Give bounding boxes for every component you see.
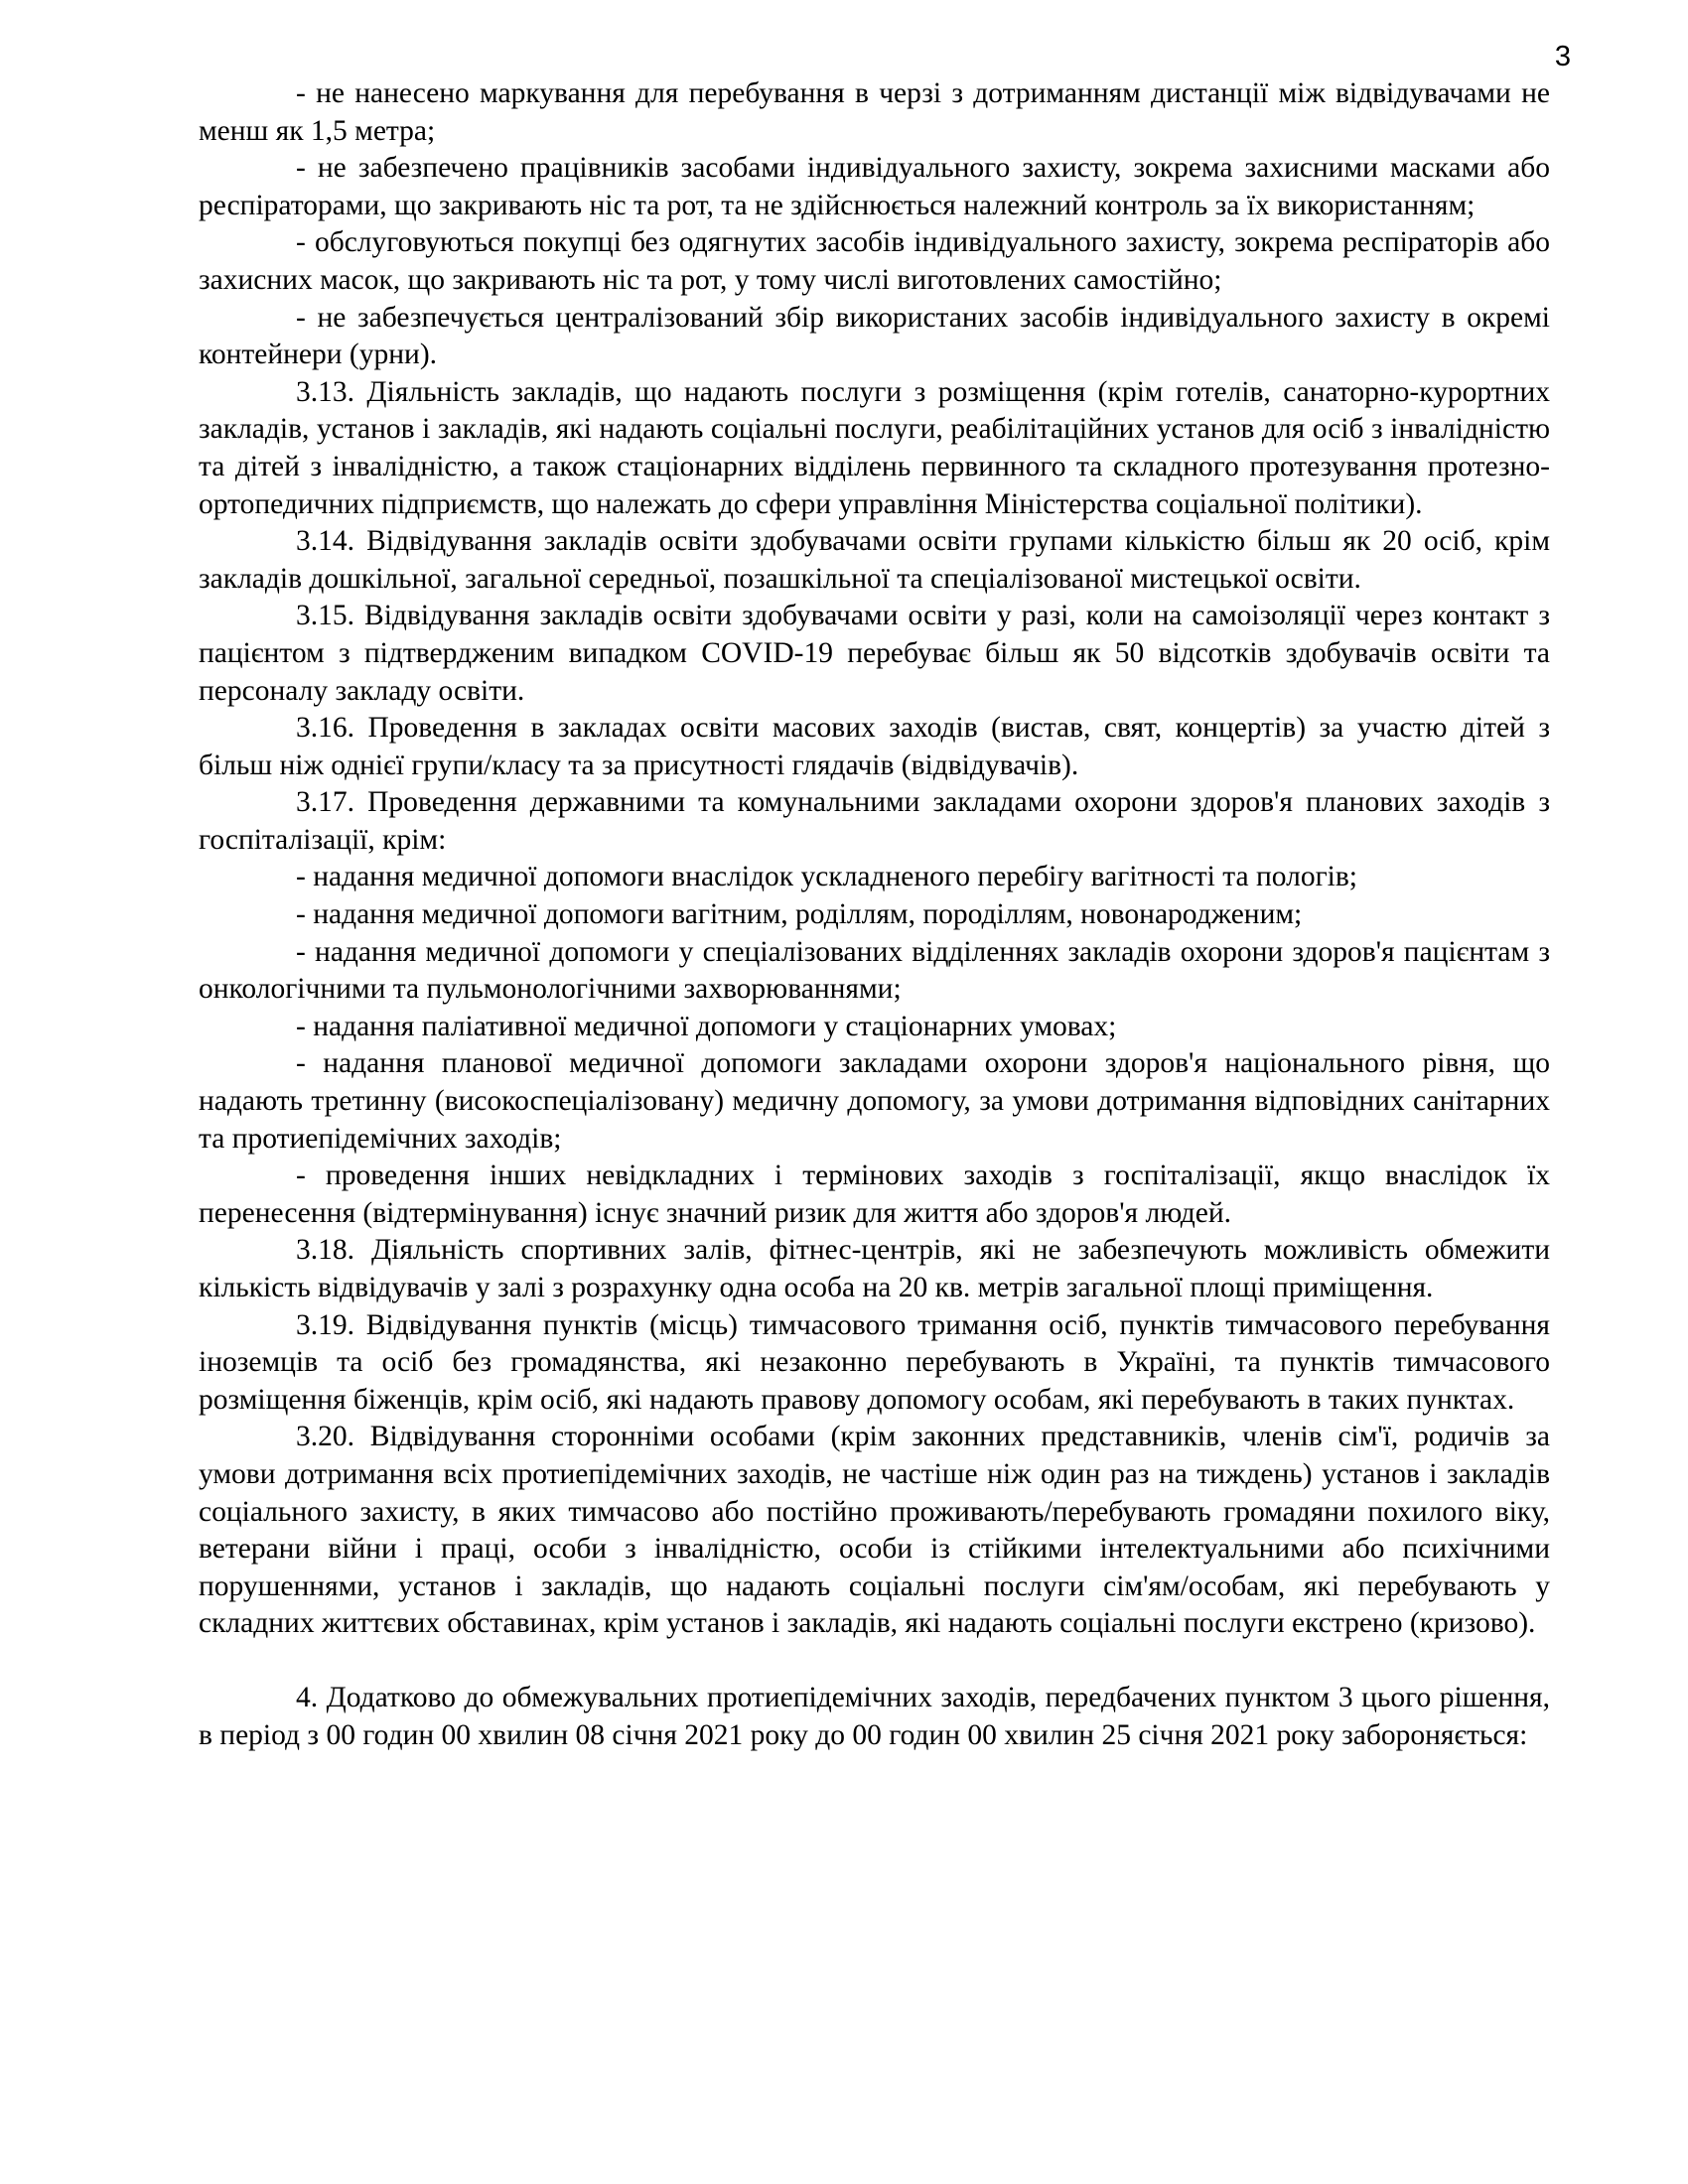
bullet-staff-protection: - не забезпечено працівників засобами індивідуального захисту, зокрема захисними масками або респіраторами, що закривають ніс та рот, та не здійснюється належний контроль за їх використанням; bbox=[199, 152, 1550, 221]
page-number: 3 bbox=[1554, 41, 1571, 72]
clause-3-13: 3.13. Діяльність закладів, що надають послуги з розміщення (крім готелів, санаторно-курортних закладів, установ і закладів, які надають соціальні послуги, реабілітаційних установ для осіб з інвалідністю та дітей з інвалідністю, а також стаціонарних відділень первинного та складного протезування протезно- ортопедичних підприємств, що належать до сфери управління Міністерства соціальної політики). bbox=[199, 375, 1550, 520]
clause-3-18: 3.18. Діяльність спортивних залів, фітнес-центрів, які не забезпечують можливість обмежити кількість відвідувачів у залі з розрахунку одна особа на 20 кв. метрів загальної площі приміщення. bbox=[199, 1234, 1550, 1303]
clause-3-16: 3.16. Проведення в закладах освіти масових заходів (вистав, свят, концертів) за участю дітей з більш ніж однієї групи/класу та за присутності глядачів (відвідувачів). bbox=[199, 712, 1550, 781]
clause-3-20: 3.20. Відвідування сторонніми особами (крім законних представників, членів сім'ї, родичів за умови дотримання всіх протиепідемічних заходів, не частіше ніж один раз на тиждень) установ і закладів соціального захисту, в яких тимчасово або постійно проживають/перебувають громадяни похилого віку, ветерани війни і праці, особи з інвалідністю, особи із стійкими інтелектуальними або психічними порушеннями, установ і закладів, що надають соціальні послуги сім'ям/особам, які перебувають у складних життєвих обставинах, крім установ і закладів, які надають соціальні послуги екстрено (кризово). bbox=[199, 1421, 1550, 1640]
clause-4: 4. Додатково до обмежувальних протиепідемічних заходів, передбачених пунктом 3 цього рішення, в період з 00 годин 00 хвилин 08 січня 2021 року до 00 годин 00 хвилин 25 січня 2021 року забороняється: bbox=[199, 1681, 1550, 1751]
bullet-oncology-pulmonology: - надання медичної допомоги у спеціалізованих відділеннях закладів охорони здоров'я пацієнтам з онкологічними та пульмонологічними захворюваннями; bbox=[199, 935, 1550, 1006]
bullet-maternity-care: - надання медичної допомоги вагітним, роділлям, породіллям, новонародженим; bbox=[296, 898, 1303, 931]
bullet-national-level-care: - надання планової медичної допомоги закладами охорони здоров'я національного рівня, що надають третинну (високоспеціалізовану) медичну допомогу, за умови дотримання відповідних санітарних та протиепідемічних заходів; bbox=[199, 1047, 1550, 1155]
bullet-pregnancy-complications: - надання медичної допомоги внаслідок ускладненого перебігу вагітності та пологів; bbox=[296, 861, 1357, 893]
clause-3-17: 3.17. Проведення державними та комунальними закладами охорони здоров'я планових заходів з госпіталізації, крім: bbox=[199, 786, 1550, 856]
clause-3-15: 3.15. Відвідування закладів освіти здобувачами освіти у разі, коли на самоізоляції через контакт з пацієнтом з підтвердженим випадком COVID-19 перебуває більш як 50 відсотків здобувачів освіти та персоналу закладу освіти. bbox=[199, 600, 1550, 707]
bullet-customers-without-masks: - обслуговуються покупці без одягнутих засобів індивідуального захисту, зокрема респіраторів або захисних масок, що закривають ніс та рот, у тому числі виготовлених самостійно; bbox=[199, 226, 1550, 296]
bullet-queue-marking: - не нанесено маркування для перебування в черзі з дотриманням дистанції між відвідувачами не менш як 1,5 метра; bbox=[199, 77, 1550, 147]
clause-3-14: 3.14. Відвідування закладів освіти здобувачами освіти групами кількістю більш як 20 осіб, крім закладів дошкільної, загальної середньої, позашкільної та спеціалізованої мистецької освіти. bbox=[199, 525, 1550, 595]
clause-3-19: 3.19. Відвідування пунктів (місць) тимчасового тримання осіб, пунктів тимчасового перебування іноземців та осіб без громадянства, які незаконно перебувають в Україні, та пунктів тимчасового розміщення біженців, крім осіб, які надають правову допомогу особам, які перебувають в таких пунктах. bbox=[199, 1308, 1550, 1416]
bullet-urgent-hospitalization: - проведення інших невідкладних і термінових заходів з госпіталізації, якщо внаслідок їх перенесення (відтермінування) існує значний ризик для життя або здоров'я людей. bbox=[199, 1160, 1550, 1229]
bullet-waste-collection: - не забезпечується централізований збір використаних засобів індивідуального захисту в окремі контейнери (урни). bbox=[199, 301, 1550, 371]
document-body bbox=[199, 75, 1550, 1754]
bullet-palliative-care: - надання паліативної медичної допомоги у стаціонарних умовах; bbox=[296, 1010, 1117, 1042]
